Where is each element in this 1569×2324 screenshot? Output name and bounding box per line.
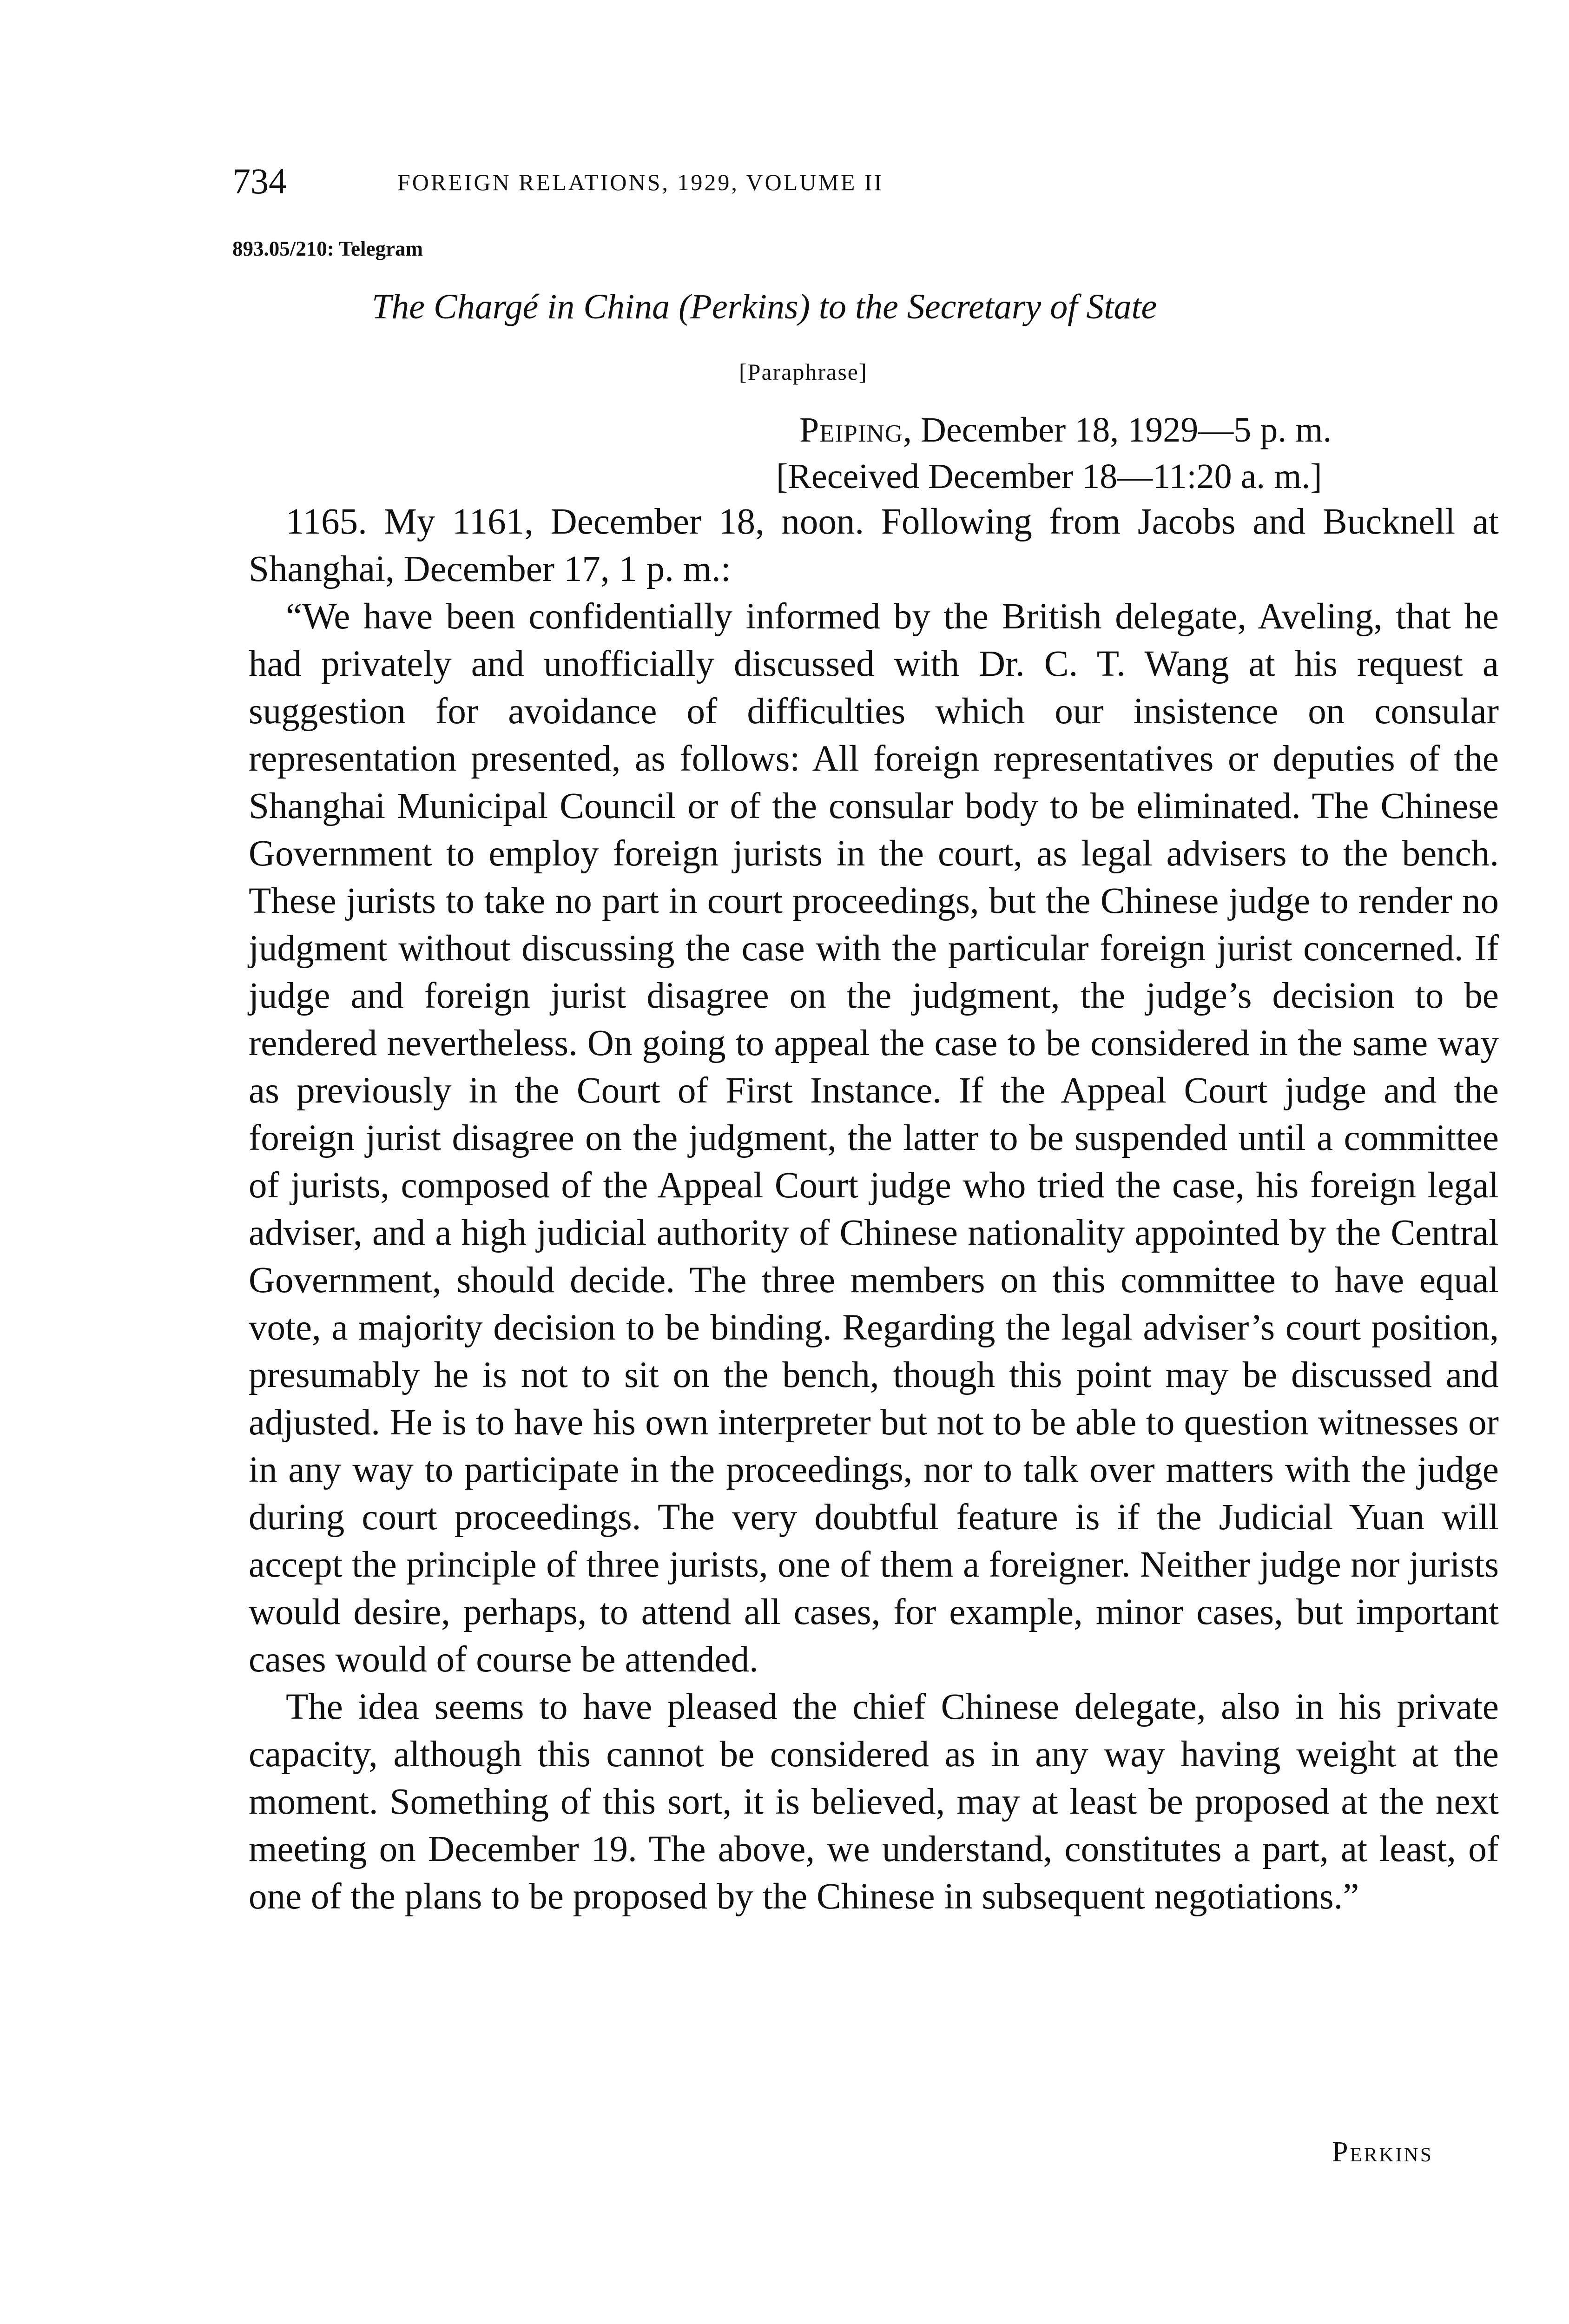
paragraph-quoted-report: “We have been confidentially informed by the British delegate, Aveling, that he had privately and unofficially discussed with Dr. C. T. Wang at his request a suggestion for avoidance of difficulties which our insistence on consular representation presented, as follows: All foreign representatives or deputies of the Shanghai Municipal Council or of the consular body to be eliminated. The Chinese Government to employ foreign jurists in the court, as legal advisers to the bench. These jurists to take no part in court proceedings, but the Chinese judge to render no judgment without discussing the case with the particular foreign jurist concerned. If judge and foreign jurist disagree on the judgment, the judge’s decision to be rendered nevertheless. On going to appeal the case to be considered in the same way as previously in the Court of First Instance. If the Appeal Court judge and the foreign jurist disagree on the judgment, the latter to be suspended until a committee of jurists, composed of the Appeal Court judge who tried the case, his foreign legal adviser, and a high judicial authority of Chinese nationality appointed by the Central Government, should decide. The three members on this committee to have equal vote, a majority decision to be binding. Regarding the legal adviser’s court position, presumably he is not to sit on the bench, though this point may be discussed and adjusted. He is to have his own interpreter but not to be able to question witnesses or in any way to participate in the proceedings, nor to talk over matters with the judge during court proceedings. The very doubtful feature is if the Judicial Yuan will accept the principle of three jurists, one of them a foreigner. Neither judge nor jurists would desire, perhaps, to attend all cases, for example, minor cases, but important cases would of course be attended. bbox=[249, 596, 1499, 1680]
paraphrase-note: [Paraphrase] bbox=[739, 359, 868, 385]
signature: Perkins bbox=[1332, 2136, 1433, 2168]
file-number: 893.05/210: Telegram bbox=[232, 237, 423, 260]
dateline-place: Peiping bbox=[799, 410, 903, 449]
dateline-date: , December 18, 1929—5 p. m. bbox=[903, 410, 1332, 449]
telegram-body bbox=[249, 498, 1499, 1921]
paragraph-closing-observations: The idea seems to have pleased the chief Chinese delegate, also in his private capacity, although this cannot be considered as in any way having weight at the moment. Something of this sort, it is believed, may at least be proposed at the next meeting on December 19. The above, we understand, constitutes a part, at least, of one of the plans to be proposed by the Chinese in subsequent negotiations.” bbox=[249, 1687, 1499, 1917]
running-header bbox=[232, 160, 1222, 202]
received-line: [Received December 18—11:20 a. m.] bbox=[776, 457, 1322, 496]
running-title: FOREIGN RELATIONS, 1929, VOLUME II bbox=[397, 169, 884, 195]
dateline bbox=[799, 407, 1332, 453]
paragraph-reference: 1165. My 1161, December 18, noon. Following from Jacobs and Bucknell at Shanghai, December 17, 1 p. m.: bbox=[249, 502, 1499, 589]
document-title: The Chargé in China (Perkins) to the Secretary of State bbox=[372, 287, 1157, 326]
page-number: 734 bbox=[232, 161, 287, 201]
